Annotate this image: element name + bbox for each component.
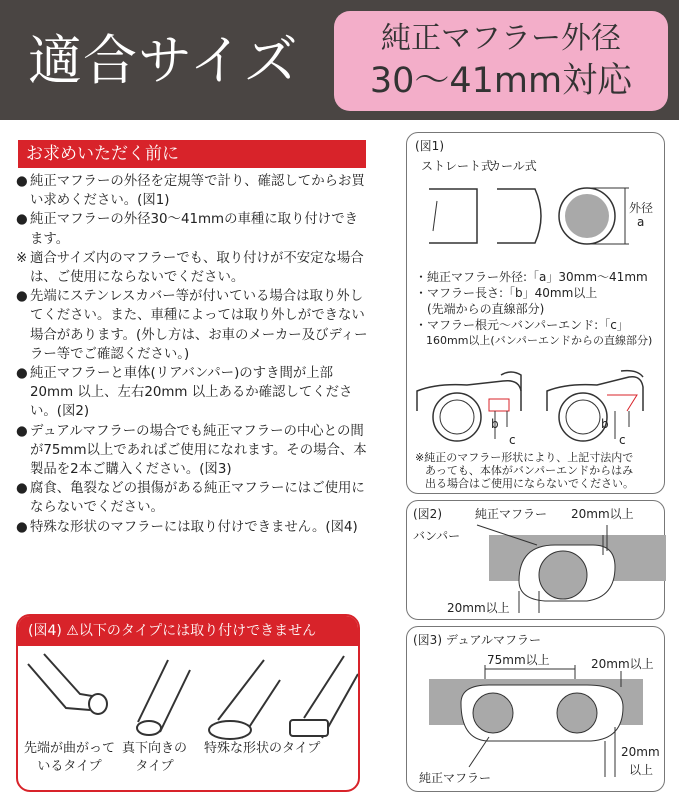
fig3-label: (図3) デュアルマフラー bbox=[413, 633, 541, 647]
curl-type-label: カール式 bbox=[489, 159, 537, 173]
notice-item: ● 純正マフラーと車体(リアバンパー)のすき間が上部20mm 以上、左右20mm 以上あるか確認してください。(図2) bbox=[16, 366, 353, 420]
notice-item: ● 先端にステンレスカバー等が付いている場合は取り外してください。また、車種によっては取り外しができない場合があります。(外し方は、お車のメーカー及びディーラー等でご確認ください。) bbox=[16, 289, 368, 362]
fig2-box bbox=[406, 500, 665, 620]
fig1-letter-b: b bbox=[601, 417, 609, 431]
fig4-caption-bent: 先端が曲がって いるタイプ bbox=[24, 741, 116, 774]
fig2-diagram bbox=[407, 505, 666, 615]
badge-line-2: 30〜41mm対応 bbox=[369, 61, 633, 101]
fig1-note-line: あっても、本体がバンパーエンドからはみ bbox=[425, 464, 634, 477]
notice-item: ※ 適合サイズ内のマフラーでも、取り付けが不安定な場合は、ご使用にならないでください。 bbox=[16, 250, 364, 286]
fig3-gap-top: 20mm以上 bbox=[591, 657, 654, 671]
fig1-letter-b: b bbox=[491, 417, 499, 431]
fig1-box bbox=[406, 132, 665, 494]
fig4-heading: (図4) ⚠以下のタイプには取り付けできません bbox=[18, 616, 358, 646]
fig3-gap-bottom-1: 20mm bbox=[621, 745, 660, 759]
spec-line: ・マフラー長さ:「b」40mm以上 bbox=[415, 286, 598, 300]
fig1-car-diagrams bbox=[407, 351, 666, 453]
fig1-note-line: ※純正のマフラー形状により、上記寸法内で bbox=[415, 451, 634, 464]
fig1-note-line: 出る場合はご使用にならないでください。 bbox=[425, 477, 634, 490]
fig1-label: (図1) bbox=[415, 139, 444, 153]
spec-line: ・マフラー根元〜バンパーエンド:「c」 bbox=[415, 318, 629, 332]
size-badge bbox=[334, 11, 668, 111]
fig2-gap-side: 20mm以上 bbox=[447, 601, 510, 615]
fig2-label: (図2) bbox=[413, 507, 442, 521]
header-banner bbox=[0, 0, 679, 120]
notice-item: ● 純正マフラーの外径30〜41mmの車種に取り付けできます。 bbox=[16, 212, 358, 247]
oval-pipe-icon bbox=[209, 660, 280, 739]
fig2-gap-top: 20mm以上 bbox=[571, 507, 634, 521]
bent-pipe-icon bbox=[28, 654, 107, 714]
spec-line: ・純正マフラー外径:「a」30mm〜41mm bbox=[415, 270, 648, 284]
fig4-box bbox=[16, 614, 360, 792]
fig3-center-gap: 75mm以上 bbox=[487, 653, 550, 667]
fig1-letter-c: c bbox=[509, 433, 516, 447]
fig4-caption-special: 特殊な形状のタイプ bbox=[204, 741, 321, 756]
fig4-caption-down: 真下向きの タイプ bbox=[122, 741, 188, 774]
fig3-muffler-label: 純正マフラー bbox=[419, 771, 492, 785]
fig2-bumper-label: バンパー bbox=[413, 529, 461, 543]
outer-diameter-label: 外径 bbox=[629, 201, 654, 215]
spec-line: 160mm以上(バンパーエンドからの直線部分) bbox=[415, 334, 653, 347]
fig3-box bbox=[406, 626, 665, 792]
rect-pipe-icon bbox=[290, 656, 358, 738]
notice-item: ● 特殊な形状のマフラーには取り付けできません。(図4) bbox=[16, 519, 358, 535]
fig2-muffler-label: 純正マフラー bbox=[475, 507, 548, 521]
notice-list bbox=[16, 172, 368, 537]
badge-line-1: 純正マフラー外径 bbox=[381, 21, 621, 56]
notice-item: ● 腐食、亀裂などの損傷がある純正マフラーにはご使用にならないでください。 bbox=[16, 481, 365, 516]
spec-line: (先端からの直線部分) bbox=[415, 302, 545, 316]
fig1-letter-c: c bbox=[619, 433, 626, 447]
notice-heading: お求めいただく前に bbox=[18, 140, 366, 168]
notice-item: ● 純正マフラーの外径を定規等で計り、確認してからお買い求めください。(図1) bbox=[16, 174, 365, 209]
fig3-gap-bottom-2: 以上 bbox=[629, 763, 654, 777]
straight-type-label: ストレート式 bbox=[421, 159, 494, 173]
outer-letter-a: a bbox=[637, 215, 645, 229]
notice-item: ● デュアルマフラーの場合でも純正マフラーの中心との間が75mm以上であればご使用になれます。その場合、本製品を2本ご購入ください。(図3) bbox=[16, 423, 367, 478]
page-title: 適合サイズ bbox=[28, 29, 299, 92]
downward-pipe-icon bbox=[137, 660, 190, 735]
